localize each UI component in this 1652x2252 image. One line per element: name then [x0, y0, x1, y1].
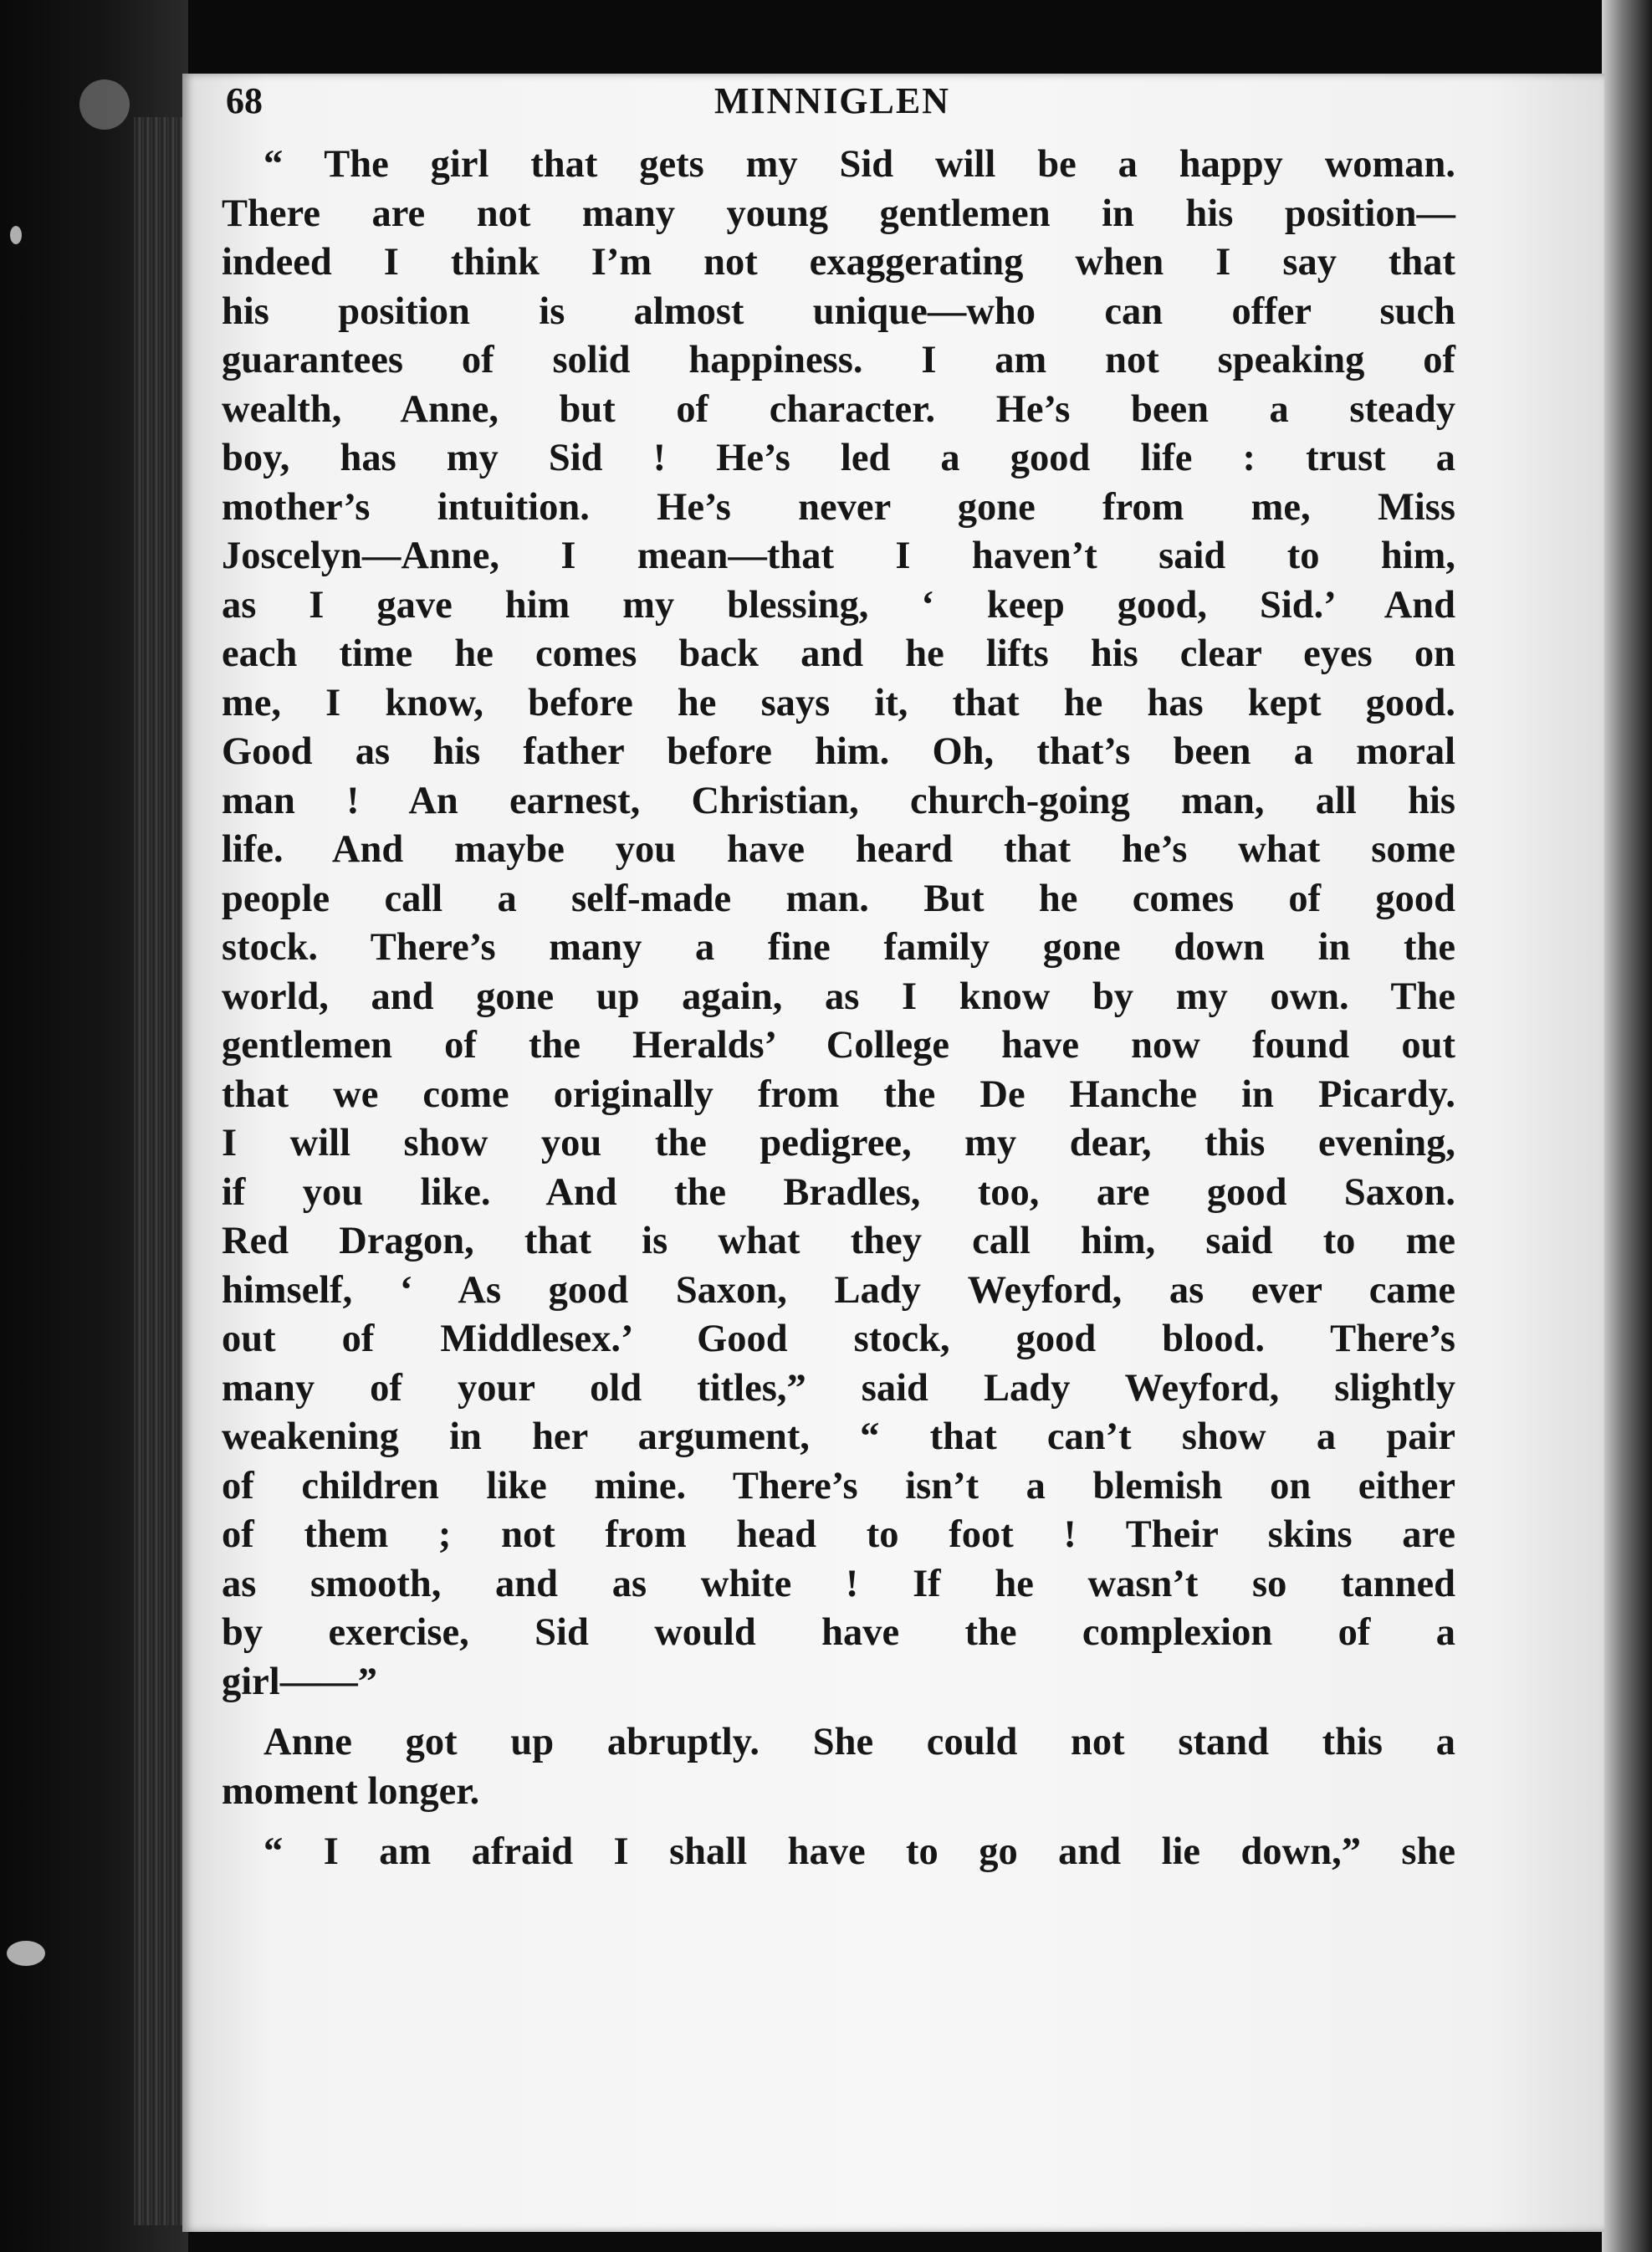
text-line: as smooth, and as white ! If he wasn’t so tanned [222, 1562, 1455, 1605]
text-line: if you like. And the Bradles, too, are good Saxon. [222, 1170, 1455, 1214]
page-number: 68 [226, 80, 263, 121]
text-line: wealth, Anne, but of character. He’s been a steady [222, 387, 1455, 431]
text-line: weakening in her argument, “ that can’t show a pair [222, 1415, 1455, 1458]
book-page-edges [134, 117, 184, 2225]
text-line: I will show you the pedigree, my dear, this evening, [222, 1122, 1455, 1164]
text-line: many of your old titles,” said Lady Weyford, slightly [222, 1366, 1455, 1410]
text-line: of them ; not from head to foot ! Their skins are [222, 1513, 1455, 1556]
text-line: moment longer. [222, 1769, 480, 1813]
text-line: people call a self-made man. But he comes of good [222, 877, 1455, 920]
text-line: Red Dragon, that is what they call him, said to me [222, 1220, 1455, 1262]
text-line: Good as his father before him. Oh, that’s been a moral [222, 730, 1455, 773]
text-line: world, and gone up again, as I know by my own. The [222, 975, 1455, 1018]
text-line: himself, ‘ As good Saxon, Lady Weyford, as ever came [222, 1268, 1455, 1312]
text-line: indeed I think I’m not exaggerating when I say that [222, 241, 1455, 284]
text-line: gentlemen of the Heralds’ College have now found out [222, 1024, 1455, 1067]
text-line: There are not many young gentlemen in his position— [222, 192, 1455, 235]
text-line: girl——” [222, 1660, 377, 1703]
scan-speck [79, 79, 130, 130]
page-header [226, 79, 1439, 138]
scan-speck [10, 226, 22, 244]
text-line: man ! An earnest, Christian, church-going man, all his [222, 779, 1455, 822]
text-line: that we come originally from the De Hanche in Picardy. [222, 1072, 1455, 1116]
scan-top-border [0, 0, 1652, 74]
text-line: out of Middlesex.’ Good stock, good blood. There’s [222, 1318, 1455, 1360]
text-line: boy, has my Sid ! He’s led a good life : trust a [222, 437, 1455, 479]
text-line: as I gave him my blessing, ‘ keep good, Sid.’ And [222, 583, 1455, 627]
scan-speck [7, 1941, 45, 1966]
running-head: MINNIGLEN [713, 80, 951, 121]
text-line: his position is almost unique—who can offer such [222, 289, 1455, 333]
text-line: “ I am afraid I shall have to go and lie down,” she [263, 1830, 1455, 1873]
scan-right-border [1602, 0, 1652, 2252]
text-line: Anne got up abruptly. She could not stand this a [263, 1721, 1455, 1763]
text-line: of children like mine. There’s isn’t a blemish on either [222, 1464, 1455, 1507]
text-line: me, I know, before he says it, that he has kept good. [222, 681, 1455, 724]
text-line: guarantees of solid happiness. I am not speaking of [222, 339, 1455, 381]
paragraph-gap [222, 1816, 1455, 1828]
text-line: life. And maybe you have heard that he’s what some [222, 828, 1455, 871]
body-text [222, 141, 1455, 1877]
paragraph-gap [222, 1707, 1455, 1718]
text-line: stock. There’s many a fine family gone down in the [222, 926, 1455, 969]
scan-left-border [0, 0, 188, 2252]
text-line: each time he comes back and he lifts his clear eyes on [222, 632, 1455, 675]
text-line: by exercise, Sid would have the complexion of a [222, 1611, 1455, 1654]
text-line: Joscelyn—Anne, I mean—that I haven’t said to him, [222, 535, 1455, 577]
text-line: mother’s intuition. He’s never gone from me, Miss [222, 485, 1455, 529]
text-line: “ The girl that gets my Sid will be a happy woman. [263, 143, 1455, 186]
